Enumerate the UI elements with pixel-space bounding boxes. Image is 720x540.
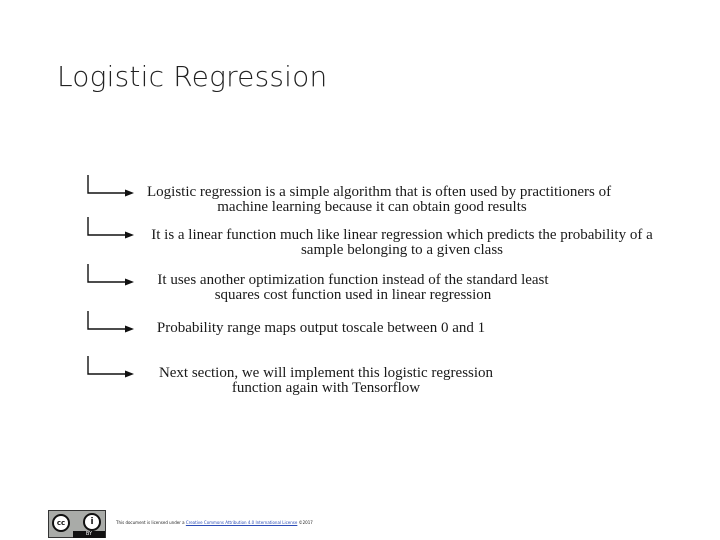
attribution-icon: i (83, 513, 101, 531)
bullet-line: Logistic regression is a simple algorithm that is often used by practitioners of (147, 184, 612, 200)
creative-commons-by-badge[interactable] (48, 510, 106, 538)
license-notice (116, 520, 313, 525)
license-prefix: This document is licensed under a (116, 520, 185, 525)
elbow-arrow-icon (84, 310, 136, 334)
bullet-text (147, 184, 612, 215)
bullet-line: squares cost function used in linear regression (214, 287, 492, 303)
elbow-arrow-icon (84, 174, 136, 198)
license-link[interactable]: Creative Commons Attribution 4.0 International License (185, 520, 298, 525)
bullet-text (148, 273, 558, 303)
bullet-line: It uses another optimization function instead of the standard least (157, 272, 549, 288)
license-suffix: ©2017 (298, 520, 313, 525)
bullet-text (151, 366, 501, 396)
cc-icon: cc (52, 514, 70, 532)
bullet-line: machine learning because it can obtain good results (217, 199, 527, 215)
elbow-arrow-icon (84, 216, 136, 240)
bullet-line: Probability range maps output toscale between 0 and 1 (156, 320, 486, 336)
elbow-arrow-icon (84, 263, 136, 287)
bullet-line: Next section, we will implement this logistic regression (158, 365, 494, 381)
bullet-line: function again with Tensorflow (231, 380, 421, 396)
by-label: BY (73, 531, 105, 538)
bullet-line: It is a linear function much like linear regression which predicts the probability of a (151, 227, 653, 243)
page-title: Logistic Regression (57, 60, 328, 93)
bullet-text (150, 321, 492, 336)
bullet-text (144, 228, 660, 258)
bullet-line: sample belonging to a given class (300, 242, 504, 258)
elbow-arrow-icon (84, 355, 136, 379)
